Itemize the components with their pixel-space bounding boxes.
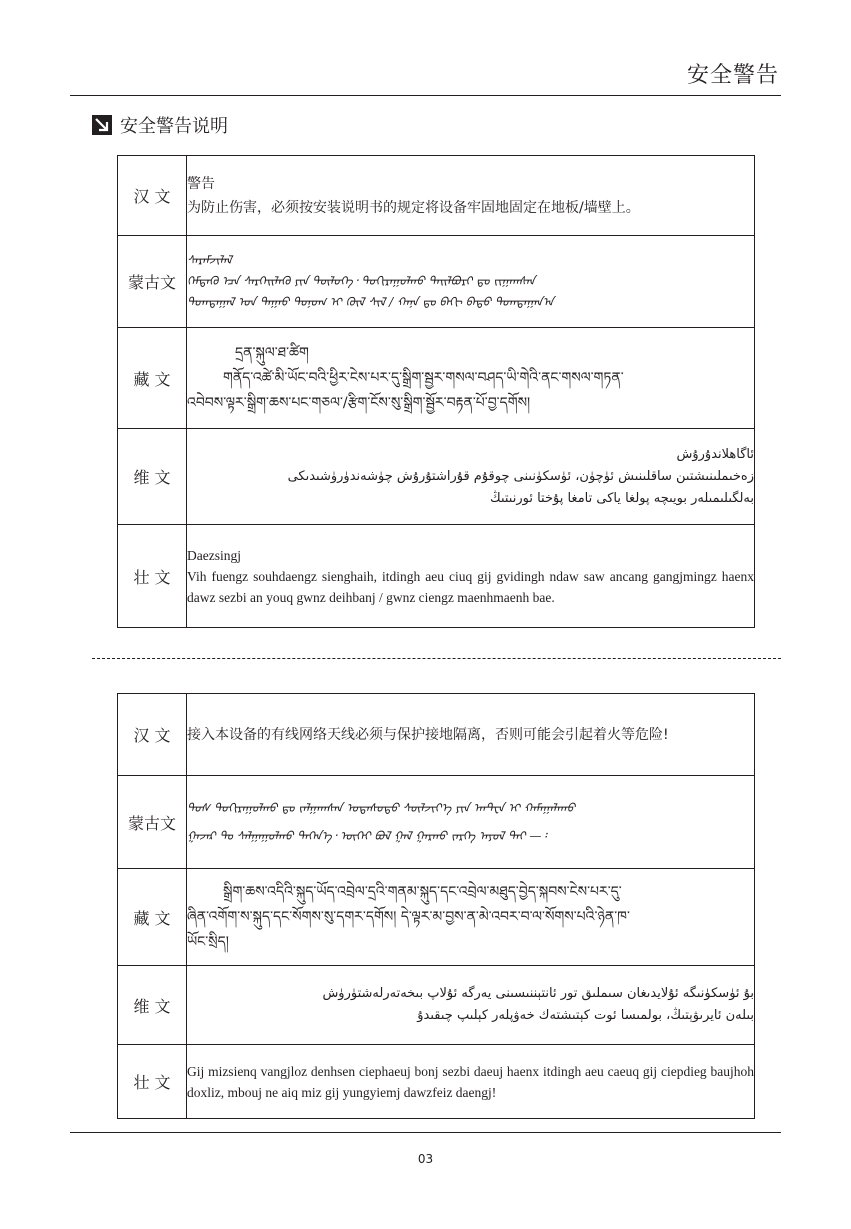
mongolian-line: ᠭᠠᠵᠠᠷ ᠲᠤ ᠰᠠᠯᠭᠠᠭᠤᠯᠬᠤ ᠲᠡᠭᠡᠨ᠎ᠡ᠂ ᠦᠭᠡᠢ ᠪᠣᠯ ᠭᠠᠯ ᠭᠠᠷᠬᠤ ᠵᠡᠷᠭᠡ ᠠᠶᠤᠯ ᠲᠠᠢ —᠄ xyxy=(187,829,547,843)
lang-label-han: 汉 文 xyxy=(118,156,187,236)
row-zhuang xyxy=(118,525,755,628)
section-separator xyxy=(92,658,781,659)
lang-label-mongolian: 蒙古文 xyxy=(118,776,187,869)
tibetan-heading: དྲན་སྐུལ་ཐ་ཚིག xyxy=(235,344,309,361)
row-mongolian xyxy=(118,236,755,328)
tibetan-text: སྒྲིག་ཆས་འདིའི་སྐུད་ཡོད་འབྲེལ་དྲའི་གནམ་སྐུད་དང་འབྲེལ་མཐུད་བྱེད་སྐབས་ངེས་པར་དུ་ xyxy=(223,883,622,900)
row-tibetan xyxy=(118,869,755,966)
lang-label-mongolian: 蒙古文 xyxy=(118,236,187,328)
tibetan-text: གནོད་འཚེ་མི་ཡོང་བའི་ཕྱིར་ངེས་པར་དུ་སྒྲིག་སྦྱར་གསལ་བཤད་ཡི་གེའི་ནང་གསལ་གཏན་ xyxy=(223,369,624,386)
row-tibetan xyxy=(118,328,755,429)
content-uyghur xyxy=(187,966,755,1045)
uyghur-line: ئاگاھلاندۇرۇش xyxy=(676,446,754,462)
row-uyghur xyxy=(118,429,755,525)
section-heading xyxy=(92,112,228,138)
header-divider xyxy=(70,95,781,96)
section-title: 安全警告说明 xyxy=(120,116,228,137)
lang-label-tibetan: 藏 文 xyxy=(118,328,187,429)
mongolian-line: ᠲᠤᠰ ᠲᠣᠬᠢᠷᠠᠭᠤᠯᠬᠤ ᠳᠤ ᠵᠠᠯᠭᠠᠭᠰᠠᠨ ᠤᠲᠠᠰᠤᠲᠤ ᠰᠦᠯᠵᠢᠶ᠎ᠡ ᠶᠢᠨ ᠠᠨᠲᠧᠨ ᠢ ᠬᠠᠮᠠᠭᠠᠯᠠᠬᠤ xyxy=(187,801,576,815)
page-header-title: 安全警告 xyxy=(686,63,779,88)
tibetan-text: ཡོང་སྲིད། xyxy=(187,933,229,950)
lang-label-tibetan: 藏 文 xyxy=(118,869,187,966)
content-tibetan xyxy=(187,869,755,966)
content-zhuang xyxy=(187,525,755,628)
lang-label-uyghur: 维 文 xyxy=(118,966,187,1045)
lang-label-han: 汉 文 xyxy=(118,694,187,776)
mongolian-line: ᠰᠡᠷᠡᠮᠵᠢᠯᠡᠯ xyxy=(187,253,232,267)
content-tibetan xyxy=(187,328,755,429)
content-han xyxy=(187,694,755,776)
zhuang-text: Vih fuengz souhdaengz sienghaih, itdingh aeu ciuq gij gvidingh ndaw saw ancang gangjmingz haenx dawz sezbi an youq gwnz deihbanj / gwnz ciengz maenhmaenh bae. xyxy=(187,568,754,605)
tibetan-text: ཞིན་འགོག་ས་སྐུད་དང་སོགས་སུ་དགར་དགོས། དེ་ལྟར་མ་བྱས་ན་མེ་འབར་བ་ལ་སོགས་པའི་ཉེན་ཁ་ xyxy=(187,908,630,925)
han-text: 为防止伤害，必须按安装说明书的规定将设备牢固地固定在地板/墙壁上。 xyxy=(187,199,640,216)
zhuang-heading: Daezsingj xyxy=(187,547,241,563)
lang-label-uyghur: 维 文 xyxy=(118,429,187,525)
warning-table-1 xyxy=(117,155,755,628)
row-han xyxy=(118,694,755,776)
han-heading: 警告 xyxy=(187,175,215,192)
row-uyghur xyxy=(118,966,755,1045)
content-uyghur xyxy=(187,429,755,525)
content-mongolian xyxy=(187,776,755,869)
mongolian-line: ᠭᠡᠮᠲᠡᠬᠦ ᠡᠴᠡ ᠰᠡᠷᠭᠡᠢᠯᠡᠬᠦ ᠶᠢᠨ ᠲᠥᠯᠥᠭᠡ᠂ ᠲᠣᠬᠢᠷᠠᠭᠤᠯᠬᠤ ᠲᠠᠢᠯᠪᠤᠷᠢ ᠳᠤ ᠵᠢᠭᠠᠭᠰᠠᠨ xyxy=(187,274,536,288)
uyghur-line: بىلەن ئايرىۋېتىڭ، بولمىسا ئوت كېتىشتەك خەۋپلەر كېلىپ چىقىدۇ xyxy=(417,1008,754,1023)
content-han xyxy=(187,156,755,236)
uyghur-line: بۇ ئۈسكۈنىگە ئۇلايدىغان سىملىق تور ئانتېننىسىنى يەرگە ئۇلاپ بىخەتەرلەشتۈرۈش xyxy=(322,986,754,1001)
row-han xyxy=(118,156,755,236)
content-mongolian xyxy=(187,236,755,328)
uyghur-line: بەلگىلىمىلەر بويىچە پولغا ياكى تامغا پۇختا ئورنىتىڭ xyxy=(489,490,754,506)
uyghur-line: زەخىملىنىشتىن ساقلىنىش ئۈچۈن، ئۈسكۈنىنى چوقۇم قۇراشتۇرۇش چۈشەندۈرۈشىدىكى xyxy=(287,468,754,484)
tibetan-text: འབེབས་ལྟར་སྒྲིག་ཆས་པང་གཅལ་/རྩིག་ངོས་སུ་སྒྲིག་སྦྱོར་བརྟན་པོ་བྱ་དགོས། xyxy=(187,394,531,411)
footer-divider xyxy=(70,1132,781,1133)
lang-label-zhuang: 壮 文 xyxy=(118,1045,187,1119)
content-zhuang xyxy=(187,1045,755,1119)
row-mongolian xyxy=(118,776,755,869)
row-zhuang xyxy=(118,1045,755,1119)
arrow-square-icon xyxy=(92,115,112,135)
han-text: 接入本设备的有线网络天线必须与保护接地隔离，否则可能会引起着火等危险! xyxy=(187,726,669,743)
lang-label-zhuang: 壮 文 xyxy=(118,525,187,628)
warning-table-2 xyxy=(117,693,755,1119)
mongolian-line: ᠲᠣᠭᠲᠠᠭᠠᠯ ᠤᠨ ᠳᠠᠭᠠᠤ ᠲᠣᠨᠤᠭ ᠢ ᠬᠥᠯ ᠰᠢᠯ / ᠬᠠᠨᠠ ᠳᠤ ᠪᠠᠬᠢ ᠪᠠᠲᠤ ᠲᠣᠭᠲᠠᠭᠠᠨ᠎ᠠ xyxy=(187,295,554,309)
zhuang-text: Gij mizsienq vangjloz denhsen ciephaeuj bonj sezbi daeuj haenx itdingh aeu caeuq gij ciepdieg baujhoh doxliz, mbouj ne aiq miz gij yungyiemj dawzfeiz daengj! xyxy=(187,1063,754,1100)
page-number: 03 xyxy=(417,1152,434,1166)
